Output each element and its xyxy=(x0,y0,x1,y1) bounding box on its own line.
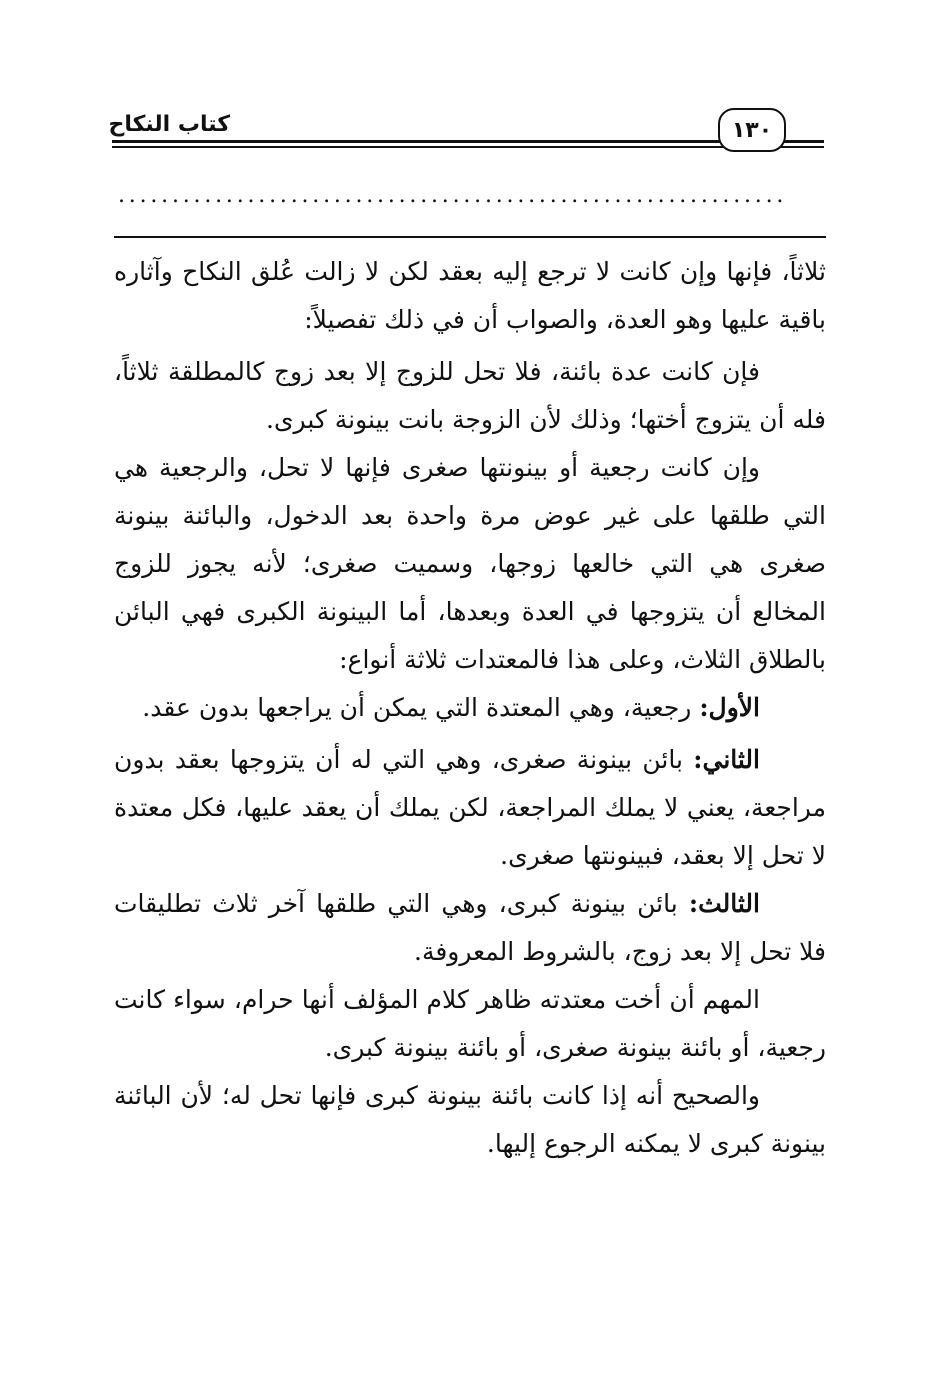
book-title: كتاب النكاح xyxy=(103,112,231,138)
paragraph-text: رجعية، وهي المعتدة التي يمكن أن يراجعها بدون عقد. xyxy=(142,693,700,722)
page-number: ١٣٠ xyxy=(718,108,786,152)
paragraph xyxy=(114,976,826,1072)
paragraph xyxy=(114,444,826,684)
paragraph-text: ثلاثاً، فإنها وإن كانت لا ترجع إليه بعقد لكن لا زالت عُلق النكاح وآثاره باقية عليها وهو العدة، والصواب أن في ذلك تفصيلاً: xyxy=(114,257,826,334)
paragraph-second-type xyxy=(114,736,826,880)
paragraph-first-type xyxy=(114,684,826,732)
dotted-divider: .............................................................. xyxy=(118,186,788,206)
header-rule-thin xyxy=(112,146,824,148)
paragraph-lead: الثالث: xyxy=(688,889,760,918)
paragraph-third-type xyxy=(114,880,826,976)
paragraph-text: بائن بينونة كبرى، وهي التي طلقها آخر ثلاث تطليقات فلا تحل إلا بعد زوج، بالشروط المعروفة. xyxy=(114,889,826,966)
section-separator xyxy=(114,236,826,238)
paragraph-text: بائن بينونة صغرى، وهي التي له أن يتزوجها بعقد بدون مراجعة، يعني لا يملك المراجعة، لكن يملك أن يعقد عليها، فكل معتدة لا تحل إلا بعقد، فبينونتها صغرى. xyxy=(114,745,826,870)
paragraph-lead: الأول: xyxy=(699,693,760,722)
paragraph xyxy=(114,1072,826,1168)
header-rule-thick xyxy=(112,140,824,143)
paragraph-text: وإن كانت رجعية أو بينونتها صغرى فإنها لا تحل، والرجعية هي التي طلقها على غير عوض مرة واحدة بعد الدخول، والبائنة بينونة صغرى هي التي خالعها زوجها، وسميت صغرى؛ لأنه يجوز للزوج المخالع أن يتزوجها في العدة وبعدها، أما البينونة الكبرى فهي البائن بالطلاق الثلاث، وعلى هذا فالمعتدات ثلاثة أنواع: xyxy=(114,453,826,674)
paragraph xyxy=(114,248,826,344)
paragraph-text: المهم أن أخت معتدته ظاهر كلام المؤلف أنها حرام، سواء كانت رجعية، أو بائنة بينونة صغرى، أو بائنة بينونة كبرى. xyxy=(114,985,826,1062)
paragraph-text: والصحيح أنه إذا كانت بائنة بينونة كبرى فإنها تحل له؛ لأن البائنة بينونة كبرى لا يمكنه الرجوع إليها. xyxy=(114,1081,826,1158)
page-header xyxy=(108,108,824,156)
paragraph-lead: الثاني: xyxy=(693,745,760,774)
paragraph-text: فإن كانت عدة بائنة، فلا تحل للزوج إلا بعد زوج كالمطلقة ثلاثاً، فله أن يتزوج أختها؛ وذلك لأن الزوجة بانت بينونة كبرى. xyxy=(114,357,826,434)
paragraph xyxy=(114,348,826,444)
body-text xyxy=(114,248,826,1168)
